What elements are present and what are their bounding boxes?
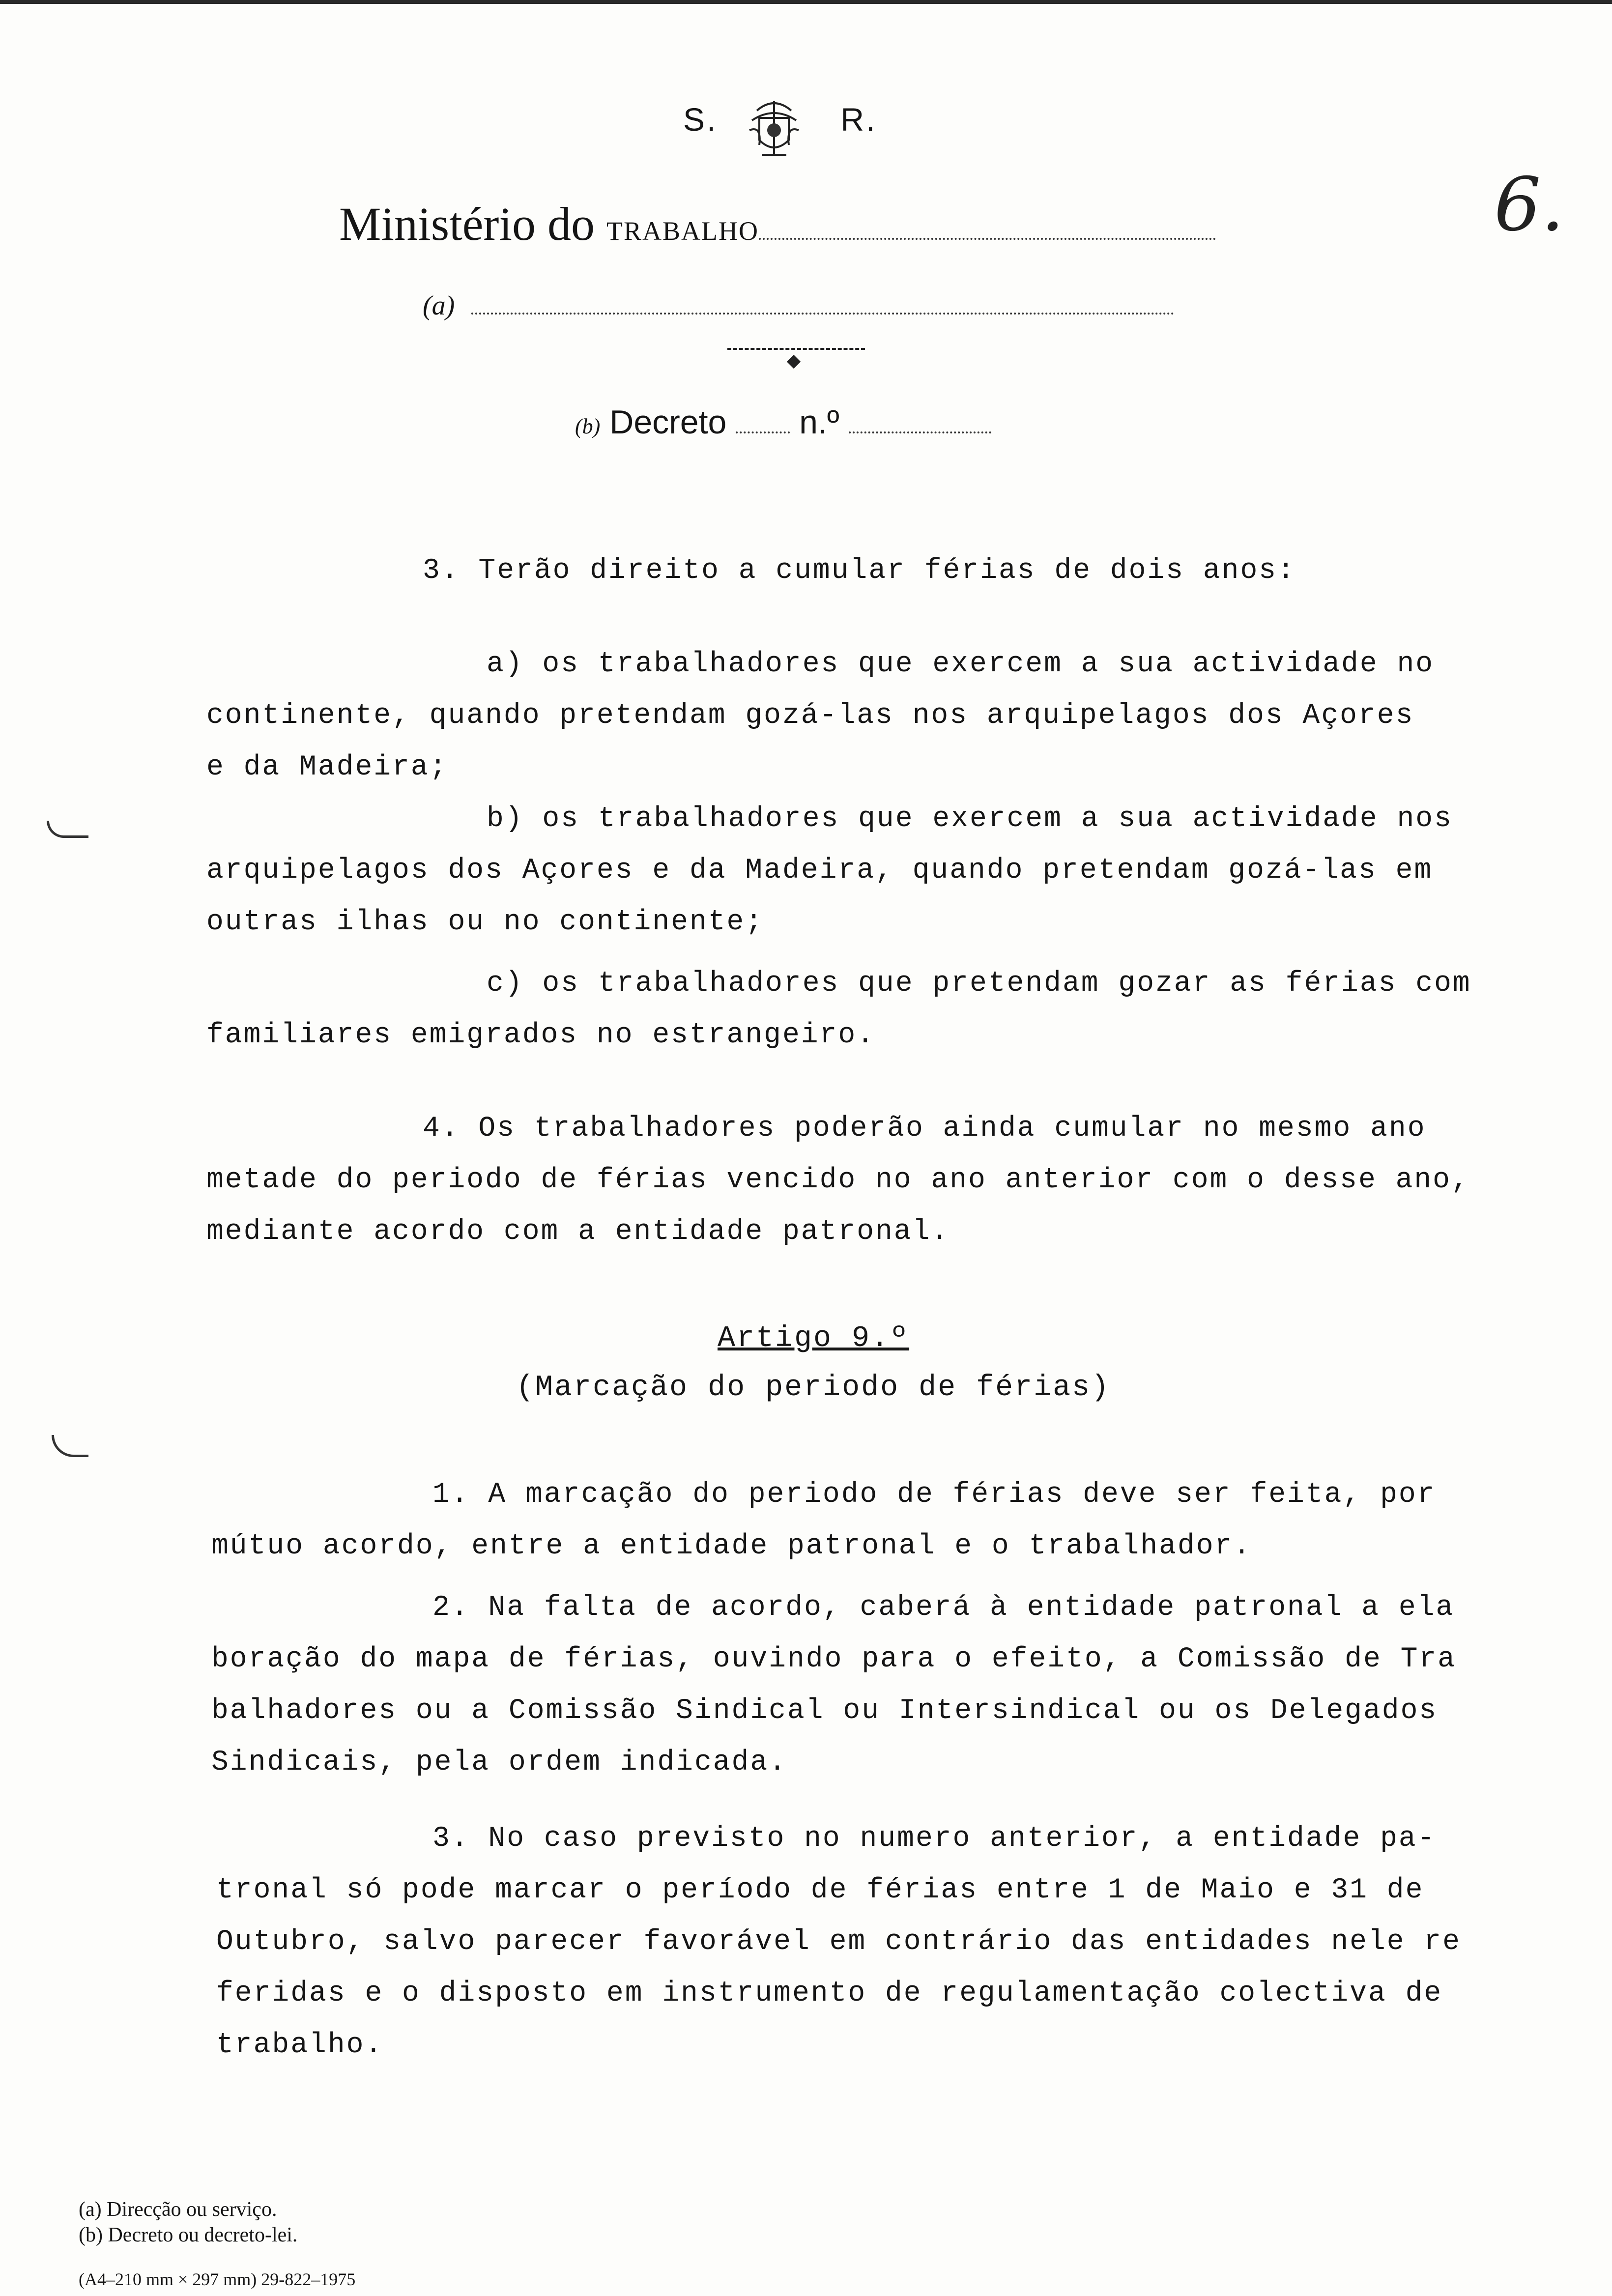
handwritten-page-number: 6.	[1494, 162, 1565, 248]
decreto-label: Decreto	[609, 403, 727, 441]
numero-dotted	[849, 431, 991, 433]
art-para-3-line4: feridas e o disposto em instrumento de regulamentação colectiva de	[216, 1978, 1443, 2009]
ministry-dept: TRABALHO	[606, 216, 759, 246]
art-para-3-line1: 3. No caso previsto no numero anterior, a entidade pa-	[432, 1823, 1436, 1855]
sr-right: R.	[840, 101, 877, 138]
para-3a-line2: continente, quando pretendam gozá-las nos arquipelagos dos Açores	[206, 700, 1414, 732]
numero-label: n.º	[799, 403, 839, 441]
art-para-2-line4: Sindicais, pela ordem indicada.	[211, 1747, 787, 1779]
print-info: (A4–210 mm × 297 mm) 29-822–1975	[79, 2269, 356, 2289]
article-subtitle: (Marcação do periodo de férias)	[516, 1371, 1111, 1405]
para-3b-line3: outras ilhas ou no continente;	[206, 906, 764, 938]
ministry-dotted-line	[759, 238, 1216, 240]
coat-of-arms-icon	[742, 91, 806, 165]
art-para-2-line3: balhadores ou a Comissão Sindical ou Intersindical ou os Delegados	[211, 1695, 1438, 1727]
footnote-b: (b) Decreto ou decreto-lei.	[79, 2224, 298, 2246]
art-para-3-line5: trabalho.	[216, 2029, 384, 2061]
art-para-1-line2: mútuo acordo, entre a entidade patronal e o trabalhador.	[211, 1530, 1252, 1562]
separator-diamond-icon	[787, 355, 801, 369]
para-3a-line3: e da Madeira;	[206, 751, 448, 783]
art-para-3-line3: Outubro, salvo parecer favorável em contrário das entidades nele re	[216, 1926, 1461, 1958]
para-4-line3: mediante acordo com a entidade patronal.	[206, 1216, 950, 1248]
art-para-2-line2: boração do mapa de férias, ouvindo para o efeito, a Comissão de Tra	[211, 1643, 1456, 1675]
ornamental-separator	[727, 348, 865, 352]
para-3b-line1: b) os trabalhadores que exercem a sua actividade nos	[487, 803, 1453, 835]
sr-left: S.	[683, 101, 718, 138]
decreto-line	[575, 403, 991, 441]
footnote-a: (a) Direcção ou serviço.	[79, 2198, 277, 2221]
para-4-line1: 4. Os trabalhadores poderão ainda cumular no mesmo ano	[423, 1113, 1426, 1145]
para-4-line2: metade do periodo de férias vencido no ano anterior com o desse ano,	[206, 1164, 1470, 1196]
margin-check-mark	[47, 821, 88, 838]
ministry-label: Ministério do	[339, 198, 595, 250]
page-top-edge	[0, 0, 1612, 4]
art-para-3-line2: tronal só pode marcar o período de férias entre 1 de Maio e 31 de	[216, 1874, 1424, 1906]
para-3-heading: 3. Terão direito a cumular férias de dois anos:	[423, 555, 1296, 587]
art-para-1-line1: 1. A marcação do periodo de férias deve ser feita, por	[432, 1479, 1436, 1511]
article-title: Artigo 9.º	[718, 1322, 910, 1355]
para-3c-line2: familiares emigrados no estrangeiro.	[206, 1019, 876, 1051]
ministry-heading	[339, 197, 1216, 251]
margin-check-mark	[52, 1435, 88, 1457]
decreto-dotted	[736, 431, 790, 433]
decreto-marker: (b)	[575, 414, 601, 438]
line-a-marker: (a)	[423, 290, 455, 321]
art-para-2-line1: 2. Na falta de acordo, caberá à entidade patronal a ela	[432, 1592, 1455, 1624]
line-a	[423, 290, 1174, 321]
para-3c-line1: c) os trabalhadores que pretendam gozar as férias com	[487, 968, 1471, 1000]
line-a-dotted	[471, 313, 1174, 315]
para-3b-line2: arquipelagos dos Açores e da Madeira, quando pretendam gozá-las em	[206, 855, 1433, 887]
para-3a-line1: a) os trabalhadores que exercem a sua actividade no	[487, 648, 1435, 680]
